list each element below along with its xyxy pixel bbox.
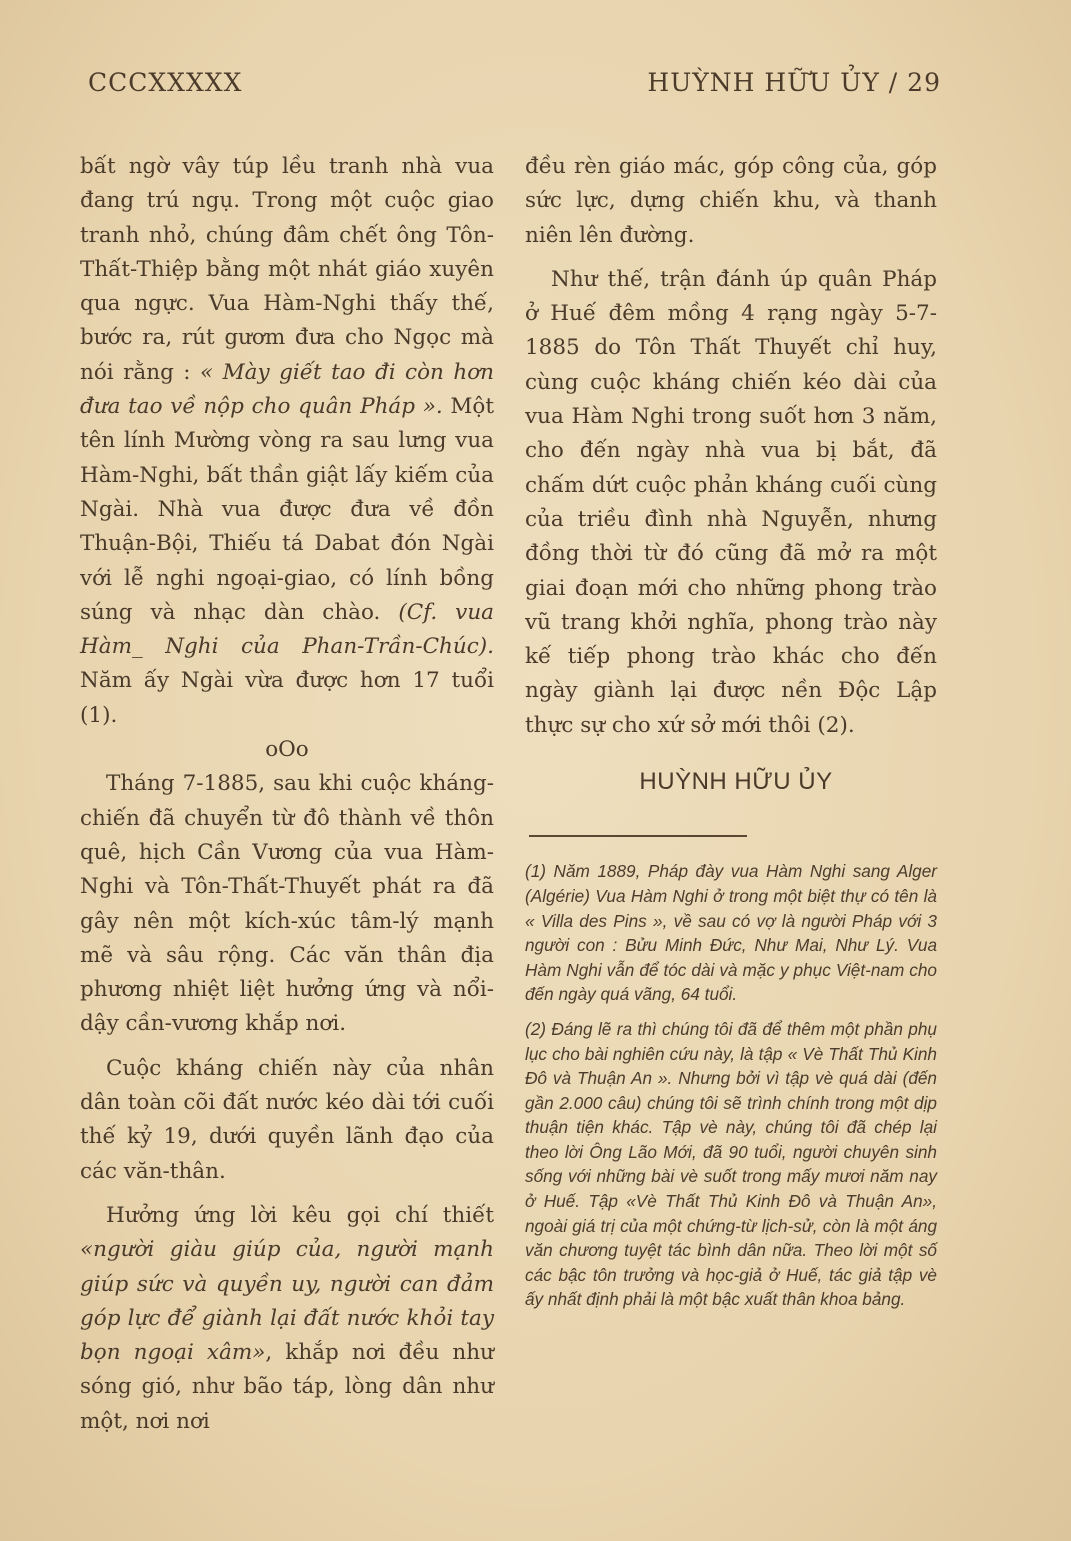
footnote-1: (1) Năm 1889, Pháp đày vua Hàm Nghi sang Alger (Algérie) Vua Hàm Nghi ở trong một biệt thự có tên là « Villa des Pins », về sau có vợ là người Pháp với 3 người con : Bửu Minh Đức, Như Mai, Như Lý. Vua Hàm Nghi vẫn để tóc dài và mặc y phục Việt-nam cho đến ngày quá vãng, 64 tuổi. bbox=[525, 861, 937, 1005]
paragraph-text: bất ngờ vây túp lều tranh nhà vua đang trú ngụ. Trong một cuộc giao tranh nhỏ, chúng đâm chết ông Tôn-Thất-Thiệp bằng một nhát giáo xuyên qua ngực. Vua Hàm-Nghi thấy thế, bước ra, rút gươm đưa cho Ngọc mà nói rằng : bbox=[80, 154, 494, 385]
paragraph-can-vuong: Tháng 7-1885, sau khi cuộc kháng-chiến đã chuyển từ đô thành về thôn quê, hịch Cần Vương của vua Hàm-Nghi và Tôn-Thất-Thuyết phát ra đã gây nên một kích-xúc tâm-lý mạnh mẽ và sâu rộng. Các văn thân địa phương nhiệt liệt hưởng ứng và nổi-dậy cần-vương khắp nơi. bbox=[80, 771, 494, 1037]
author-signature: HUỲNH HỮU ỦY bbox=[639, 768, 833, 796]
paragraph-resistance: Cuộc kháng chiến này của nhân dân toàn cõi đất nước kéo dài tới cuối thế kỷ 19, dưới quyền lãnh đạo của các văn-thân. bbox=[80, 1055, 494, 1184]
slogan-quote: «người giàu giúp của, người mạnh giúp sức và quyền uy, người can đảm góp lực để giành lại đất nước khỏi tay bọn ngoại xâm» bbox=[80, 1237, 494, 1366]
left-column bbox=[80, 150, 494, 1439]
paragraph-continuation: đều rèn giáo mác, góp công của, góp sức lực, dựng chiến khu, và thanh niên lên đường. bbox=[525, 154, 937, 248]
section-separator: oOo bbox=[265, 737, 309, 763]
paragraph-text: , khắp nơi đều như sóng gió, như bão táp, lòng dân như một, nơi nơi bbox=[80, 1340, 494, 1434]
issue-number: CCCXXXXX bbox=[88, 68, 243, 97]
author-page-number: HUỲNH HỮU ỦY / 29 bbox=[647, 68, 941, 97]
paragraph-text: Hưởng ứng lời kêu gọi chí thiết bbox=[106, 1202, 494, 1228]
right-column bbox=[525, 150, 937, 1312]
paragraph-call-to-arms bbox=[80, 1199, 494, 1439]
footnote-2: (2) Đáng lẽ ra thì chúng tôi đã để thêm một phần phụ lục cho bài nghiên cứu này, là tập « Vè Thất Thủ Kinh Đô và Thuận An ». Nhưng bởi vì tập vè quá dài (đến gần 2.000 câu) chúng tôi sẽ trình chính trong một dịp thuận tiện khác. Tập vè này, chúng tôi đã chép lại theo lời Ông Lão Mới, đã 90 tuổi, người chuyên sinh sống với những bài vè suốt trong mấy mươi năm nay ở Huế. Tập «Vè Thất Thủ Kinh Đô và Thuận An», ngoài giá trị của một chứng-từ lịch-sử, còn là một áng văn chương tuyệt tác bình dân nữa. Theo lời một số các bậc tôn trưởng và học-giả ở Huế, tác giả tập vè ấy nhất định phải là một bậc xuất thân khoa bảng. bbox=[525, 1018, 937, 1310]
paragraph-text: Một tên lính Mường vòng ra sau lưng vua Hàm-Nghi, bất thần giật lấy kiếm của Ngài. Nhà vua được đưa về đồn Thuận-Bội, Thiếu tá Dabat đón Ngài với lễ nghi ngoại-giao, có lính bồng súng và nhạc dàn chào. bbox=[80, 394, 494, 625]
paragraph-capture-of-ham-nghi bbox=[80, 150, 494, 733]
footnote-divider bbox=[529, 835, 747, 837]
citation: (Cf. vua Hàm_ Nghi của Phan-Trần-Chúc). bbox=[80, 599, 494, 660]
paragraph-text: Năm ấy Ngài vừa được hơn 17 tuổi (1). bbox=[80, 668, 494, 728]
ham-nghi-quote: « Mày giết tao đi còn hơn đưa tao về nộp cho quân Pháp ». bbox=[80, 359, 494, 420]
paragraph-conclusion: Như thế, trận đánh úp quân Pháp ở Huế đêm mồng 4 rạng ngày 5-7-1885 do Tôn Thất Thuyết chỉ huy, cùng cuộc kháng chiến kéo dài của vua Hàm Nghi trong suốt hơn 3 năm, cho đến ngày nhà vua bị bắt, đã chấm dứt cuộc phản kháng cuối cùng của triều đình nhà Nguyễn, nhưng đồng thời từ đó cũng đã mở ra một giai đoạn mới cho những phong trào vũ trang khởi nghĩa, phong trào này kế tiếp phong trào khác cho đến ngày giành lại được nền Độc Lập thực sự cho xứ sở mới thôi (2). bbox=[525, 266, 937, 738]
